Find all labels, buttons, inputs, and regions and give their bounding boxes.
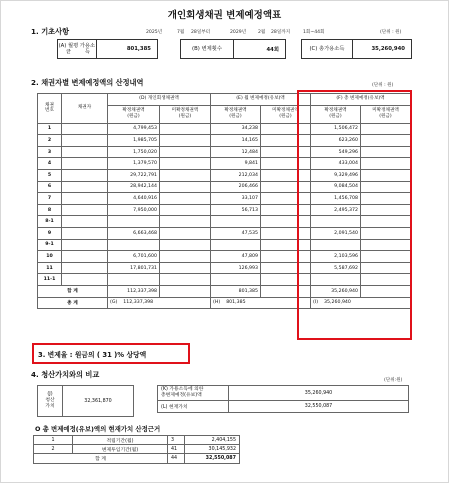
row-e-confirmed: [211, 274, 261, 286]
basis-total-months: 44: [168, 454, 185, 463]
row-d-confirmed: 7,950,000: [108, 204, 160, 216]
row-d-confirmed: 28,942,144: [108, 181, 160, 193]
box-b-value: 44회: [266, 47, 279, 53]
total-i: (I) 35,260,940: [311, 297, 411, 309]
basis-row-label: 변제투입기간(월): [73, 445, 168, 454]
row-d-unconfirmed: [160, 227, 211, 239]
col-creditor-header: 채권자: [62, 94, 108, 124]
l-value: 32,550,087: [229, 401, 409, 413]
row-f-confirmed: 5,587,692: [311, 262, 361, 274]
row-f-confirmed: 9,329,496: [311, 169, 361, 181]
row-d-unconfirmed: [160, 181, 211, 193]
row-f-confirmed: 549,296: [311, 146, 361, 158]
row-f-confirmed: 2,091,540: [311, 227, 361, 239]
row-d-confirmed: 6,701,600: [108, 251, 160, 263]
box-b: [180, 39, 286, 59]
row-creditor: [62, 216, 108, 228]
box-c-label: (C) 총가용소득: [302, 40, 353, 58]
f-column-highlight-box: [297, 90, 412, 340]
page-title: 개인회생채권 변제예정액표: [167, 10, 282, 21]
e-confirmed-header: 확정채권액 (원금): [211, 105, 261, 123]
section1-unit: (단위 : 원): [380, 30, 402, 35]
total-h: (H) 801,385: [211, 297, 311, 309]
row-d-unconfirmed: [160, 135, 211, 147]
row-f-confirmed: 2,495,372: [311, 204, 361, 216]
box-a-label: (A) 월평균 가용소득: [58, 40, 97, 58]
col-f-header: (F) 총 변제예정(유보)액: [311, 94, 411, 106]
row-no: 6: [38, 181, 62, 193]
total-label: 총 계: [38, 297, 108, 309]
row-e-confirmed: 47,809: [211, 251, 261, 263]
row-no: 10: [38, 251, 62, 263]
row-d-unconfirmed: [160, 158, 211, 170]
row-creditor: [62, 181, 108, 193]
row-d-unconfirmed: [160, 216, 211, 228]
subtotal-f: 35,260,940: [311, 285, 361, 297]
row-d-confirmed: [108, 239, 160, 251]
row-creditor: [62, 146, 108, 158]
row-creditor: [62, 158, 108, 170]
row-e-confirmed: [211, 239, 261, 251]
period-start-year: 2025년: [146, 30, 163, 35]
row-no: 4: [38, 158, 62, 170]
k-value: 35,260,940: [229, 386, 409, 401]
basis-row: [34, 445, 409, 454]
row-d-unconfirmed: [160, 193, 211, 205]
row-d-unconfirmed: [160, 204, 211, 216]
row-e-confirmed: 34,238: [211, 123, 261, 135]
row-d-confirmed: 4,799,453: [108, 123, 160, 135]
basis-row: [34, 436, 409, 445]
row-f-confirmed: 433,004: [311, 158, 361, 170]
row-creditor: [62, 239, 108, 251]
l-label: (L) 현재가치: [158, 401, 229, 413]
row-d-unconfirmed: [160, 123, 211, 135]
row-creditor: [62, 123, 108, 135]
j-label: (J) 청산 가치: [38, 386, 63, 417]
row-d-confirmed: 6,663,468: [108, 227, 160, 239]
row-e-confirmed: 33,107: [211, 193, 261, 205]
period-end-month: 2월: [258, 30, 266, 35]
liquidation-table: [37, 385, 134, 417]
row-d-confirmed: 17,801,731: [108, 262, 160, 274]
row-no: 9: [38, 227, 62, 239]
row-d-unconfirmed: [160, 239, 211, 251]
period-end-day: 28일까지: [271, 30, 291, 35]
section4-unit: (단위:원): [384, 378, 403, 383]
row-e-confirmed: 56,713: [211, 204, 261, 216]
row-no: 7: [38, 193, 62, 205]
row-no: 11-1: [38, 274, 62, 286]
row-creditor: [62, 274, 108, 286]
row-e-confirmed: 212,034: [211, 169, 261, 181]
col-e-header: (E) 월 변제예정(유보)액: [211, 94, 311, 106]
basis-row-value: 2,404,155: [185, 436, 240, 445]
row-f-confirmed: 1,456,708: [311, 193, 361, 205]
box-c: [301, 39, 412, 59]
row-f-confirmed: 9,084,504: [311, 181, 361, 193]
row-no: 8-1: [38, 216, 62, 228]
box-c-value: 35,260,940: [371, 46, 405, 52]
row-f-confirmed: 1,506,472: [311, 123, 361, 135]
f-unconfirmed-header: 미확정채권액 (원금): [361, 105, 411, 123]
row-no: 5: [38, 169, 62, 181]
row-d-unconfirmed: [160, 251, 211, 263]
row-creditor: [62, 204, 108, 216]
basis-table: [33, 435, 409, 464]
row-no: 9-1: [38, 239, 62, 251]
row-d-unconfirmed: [160, 169, 211, 181]
d-unconfirmed-header: 미확정채권액 (원금): [160, 105, 211, 123]
row-creditor: [62, 262, 108, 274]
basis-row-months: 41: [168, 445, 185, 454]
row-no: 8: [38, 204, 62, 216]
row-d-confirmed: 29,722,791: [108, 169, 160, 181]
basis-row-value: 30,145,932: [185, 445, 240, 454]
row-e-confirmed: [211, 216, 261, 228]
f-confirmed-header: 확정채권액 (원금): [311, 105, 361, 123]
row-e-confirmed: 47,535: [211, 227, 261, 239]
row-d-confirmed: [108, 216, 160, 228]
subtotal-d: 112,337,398: [108, 285, 160, 297]
row-no: 1: [38, 123, 62, 135]
row-e-confirmed: 9,841: [211, 158, 261, 170]
period-end-year: 2029년: [230, 30, 247, 35]
j-value: 32,361,870: [63, 386, 134, 417]
col-d-header: (D) 개인회생채권액: [108, 94, 211, 106]
section5-heading: O 총 변제예정(유보)액의 현재가치 산정근거: [35, 425, 161, 433]
present-value-table: [157, 385, 409, 413]
row-creditor: [62, 169, 108, 181]
box-b-label: (B) 변제횟수: [181, 40, 234, 58]
row-d-unconfirmed: [160, 262, 211, 274]
row-e-confirmed: 126,993: [211, 262, 261, 274]
row-d-confirmed: 4,640,916: [108, 193, 160, 205]
basis-row-label: 적립기간(월): [73, 436, 168, 445]
row-d-unconfirmed: [160, 274, 211, 286]
row-d-confirmed: 1,985,705: [108, 135, 160, 147]
subtotal-d-unconfirmed: [160, 285, 211, 297]
row-no: 3: [38, 146, 62, 158]
row-creditor: [62, 135, 108, 147]
basis-total-row: [34, 454, 409, 463]
section2-unit: (단위 : 원): [372, 83, 394, 88]
row-e-confirmed: 206,466: [211, 181, 261, 193]
d-confirmed-header: 확정채권액 (원금): [108, 105, 160, 123]
row-e-confirmed: 12,484: [211, 146, 261, 158]
row-d-confirmed: [108, 274, 160, 286]
basis-row-months: 3: [168, 436, 185, 445]
row-d-confirmed: 1,379,570: [108, 158, 160, 170]
period-range: 1회~44회: [303, 30, 325, 35]
basis-row-no: 2: [34, 445, 73, 454]
period-start-month: 7월: [177, 30, 185, 35]
row-creditor: [62, 193, 108, 205]
k-label: (K) 가용소득에 의한 총변제예정(유보)액: [158, 386, 229, 401]
row-no: 11: [38, 262, 62, 274]
total-g: (G) 112,337,398: [108, 297, 211, 309]
row-no: 2: [38, 135, 62, 147]
basis-row-no: 1: [34, 436, 73, 445]
e-unconfirmed-header: 미확정채권액 (원금): [261, 105, 311, 123]
row-creditor: [62, 251, 108, 263]
box-a-value: 801,385: [126, 46, 151, 52]
subtotal-e: 801,385: [211, 285, 261, 297]
row-f-confirmed: 2,103,596: [311, 251, 361, 263]
period-start-day: 28일부터: [191, 30, 211, 35]
row-creditor: [62, 227, 108, 239]
box-a: [57, 39, 158, 59]
row-f-confirmed: 623,260: [311, 135, 361, 147]
repayment-rate: 3. 변제율 : 원금의 ( 31 )% 상당액: [38, 351, 147, 359]
col-no-header: 채권 번호: [38, 94, 62, 124]
row-d-unconfirmed: [160, 146, 211, 158]
row-d-confirmed: 1,750,020: [108, 146, 160, 158]
basis-total-label: 합 계: [34, 454, 168, 463]
section4-heading: 4. 청산가치와의 비교: [31, 370, 100, 379]
section1-heading: 1. 기초사항: [31, 27, 70, 36]
section2-heading: 2. 채권자별 변제예정액의 산정내역: [31, 78, 144, 87]
basis-total-value: 32,550,087: [185, 454, 240, 463]
subtotal-label: 합 계: [38, 285, 108, 297]
row-e-confirmed: 14,165: [211, 135, 261, 147]
